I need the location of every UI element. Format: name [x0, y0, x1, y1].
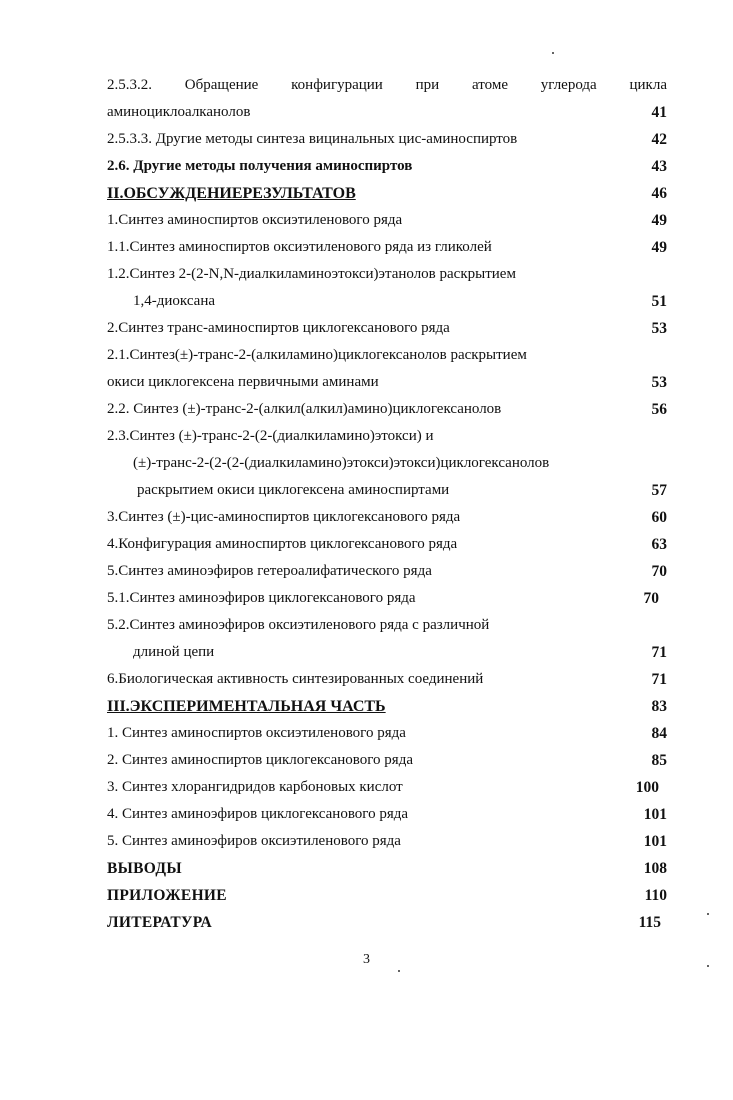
toc-entry — [107, 234, 667, 261]
toc-entry-title: окиси циклогексена первичными аминами — [107, 374, 379, 390]
toc-entry — [107, 153, 667, 180]
toc-entry-page: 71 — [651, 644, 667, 661]
toc-entry-title: 2.5.3.3. Другие методы синтеза вицинальных цис-аминоспиртов — [107, 131, 518, 147]
toc-entry-page: 63 — [651, 536, 667, 553]
toc-entry — [107, 774, 667, 801]
toc-entry-page: 42 — [651, 131, 667, 148]
toc-entry-page: 56 — [651, 401, 667, 418]
toc-entry-title: ПРИЛОЖЕНИЕ — [107, 887, 227, 904]
toc-entry — [107, 288, 667, 315]
toc-entry — [107, 828, 667, 855]
toc-entry-title: 2.5.3.2. Обращение конфигурации при атоме углерода цикла — [107, 77, 667, 93]
toc-section-heading — [107, 693, 667, 720]
toc-entry-page: 70 — [643, 590, 659, 607]
toc-entry-title: 1,4-диоксана — [133, 293, 216, 309]
toc-entry-title: 4. Синтез аминоэфиров циклогексанового ряда — [107, 806, 409, 822]
table-of-contents — [107, 72, 667, 936]
toc-entry-page: 51 — [651, 293, 667, 310]
toc-entry-page: 101 — [643, 806, 667, 823]
toc-entry-page: 101 — [643, 833, 667, 850]
toc-entry-page: 71 — [651, 671, 667, 688]
toc-entry-page: 46 — [651, 185, 667, 202]
toc-entry-title: III.ЭКСПЕРИМЕНТАЛЬНАЯ ЧАСТЬ — [107, 698, 386, 715]
toc-entry — [107, 585, 667, 612]
toc-entry-title: 1.2.Синтез 2-(2-N,N-диалкиламиноэтокси)этанолов раскрытием — [107, 266, 516, 282]
toc-entry — [107, 207, 667, 234]
page-number: 3 — [363, 952, 370, 967]
toc-entry-page: 53 — [651, 374, 667, 391]
toc-entry-title: аминоциклоалканолов — [107, 104, 251, 120]
toc-entry — [107, 450, 667, 477]
toc-entry-page: 85 — [651, 752, 667, 769]
toc-entry-title: ЛИТЕРАТУРА — [107, 914, 212, 931]
toc-entry — [107, 369, 667, 396]
toc-entry — [107, 504, 667, 531]
toc-entry-title: 6.Биологическая активность синтезированных соединений — [107, 671, 484, 687]
scan-speck — [398, 970, 400, 972]
toc-entry-title: длиной цепи — [133, 644, 215, 660]
toc-entry — [107, 882, 667, 909]
toc-entry-title: раскрытием окиси циклогексена аминоспиртами — [137, 482, 450, 498]
toc-entry-page: 57 — [651, 482, 667, 499]
toc-entry-page: 83 — [651, 698, 667, 715]
toc-entry-title: 2.6. Другие методы получения аминоспиртов — [107, 158, 413, 174]
toc-entry-page: 41 — [651, 104, 667, 121]
toc-entry — [107, 612, 667, 639]
toc-entry-title: 2.1.Синтез(±)-транс-2-(алкиламино)циклогексанолов раскрытием — [107, 347, 527, 363]
toc-entry — [107, 558, 667, 585]
toc-entry-title: 2. Синтез аминоспиртов циклогексанового ряда — [107, 752, 413, 768]
toc-entry — [107, 855, 667, 882]
toc-entry — [107, 99, 667, 126]
toc-entry-title: 3. Синтез хлорангидридов карбоновых кислот — [107, 779, 403, 795]
toc-entry-page: 100 — [635, 779, 659, 796]
toc-entry-title: 5.Синтез аминоэфиров гетероалифатического ряда — [107, 563, 432, 579]
toc-entry — [107, 396, 667, 423]
toc-entry — [107, 639, 667, 666]
toc-entry-title: 2.3.Синтез (±)-транс-2-(2-(диалкиламино)этокси) и — [107, 428, 434, 444]
toc-entry — [107, 126, 667, 153]
scan-speck — [707, 913, 709, 915]
toc-entry-page: 70 — [651, 563, 667, 580]
toc-entry-title: ВЫВОДЫ — [107, 860, 182, 877]
toc-section-heading — [107, 180, 667, 207]
toc-entry-page: 84 — [651, 725, 667, 742]
toc-entry — [107, 909, 667, 936]
toc-entry-title: 2.2. Синтез (±)-транс-2-(алкил(алкил)амино)циклогексанолов — [107, 401, 502, 417]
toc-entry-title: 5. Синтез аминоэфиров оксиэтиленового ряда — [107, 833, 401, 849]
toc-entry — [107, 477, 667, 504]
toc-entry-title: 5.2.Синтез аминоэфиров оксиэтиленового ряда с различной — [107, 617, 490, 633]
toc-entry-title: 3.Синтез (±)-цис-аминоспиртов циклогексанового ряда — [107, 509, 461, 525]
toc-entry-title: 1.1.Синтез аминоспиртов оксиэтиленового ряда из гликолей — [107, 239, 492, 255]
toc-entry — [107, 801, 667, 828]
toc-entry-title: II.ОБСУЖДЕНИЕРЕЗУЛЬТАТОВ — [107, 185, 356, 202]
toc-entry-page: 110 — [644, 887, 667, 904]
toc-entry-title: 2.Синтез транс-аминоспиртов циклогексанового ряда — [107, 320, 450, 336]
toc-entry — [107, 315, 667, 342]
toc-entry-page: 108 — [643, 860, 667, 877]
toc-entry — [107, 423, 667, 450]
toc-entry-page: 49 — [651, 212, 667, 229]
scan-speck — [552, 52, 554, 54]
toc-entry — [107, 261, 667, 288]
toc-entry — [107, 666, 667, 693]
toc-entry-title: 5.1.Синтез аминоэфиров циклогексанового ряда — [107, 590, 416, 606]
toc-entry-title: 1. Синтез аминоспиртов оксиэтиленового ряда — [107, 725, 406, 741]
toc-entry — [107, 747, 667, 774]
toc-entry-page: 43 — [651, 158, 667, 175]
toc-entry-title: (±)-транс-2-(2-(2-(диалкиламино)этокси)этокси)циклогексанолов — [133, 455, 550, 471]
toc-entry-page: 60 — [651, 509, 667, 526]
toc-entry — [107, 531, 667, 558]
toc-entry-page: 53 — [651, 320, 667, 337]
toc-entry — [107, 342, 667, 369]
toc-entry — [107, 72, 667, 99]
toc-entry-title: 1.Синтез аминоспиртов оксиэтиленового ряда — [107, 212, 403, 228]
toc-entry — [107, 720, 667, 747]
toc-entry-page: 115 — [638, 914, 661, 931]
toc-entry-page: 49 — [651, 239, 667, 256]
toc-entry-title: 4.Конфигурация аминоспиртов циклогексанового ряда — [107, 536, 458, 552]
